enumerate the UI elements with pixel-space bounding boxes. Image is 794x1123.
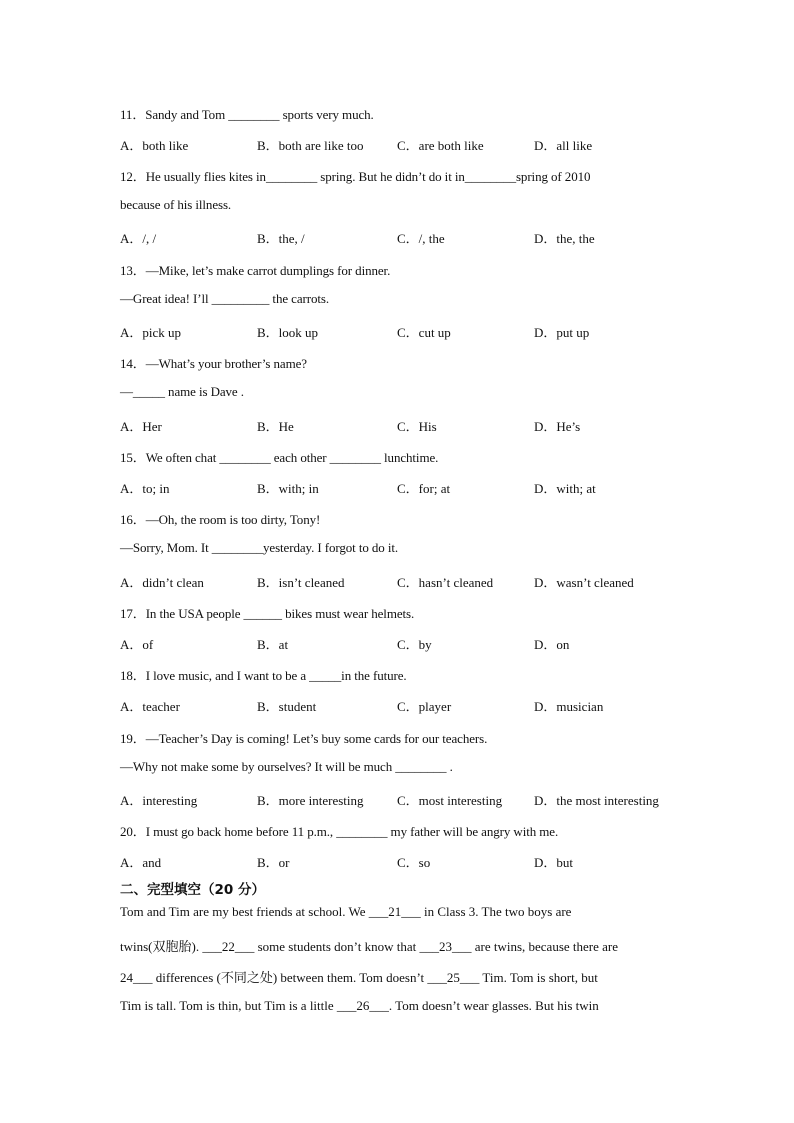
- option-d: D．but: [534, 855, 574, 870]
- option-c: C．most interesting: [397, 793, 503, 808]
- question-11-stem: 11．Sandy and Tom ________ sports very much.: [120, 107, 374, 122]
- question-18-stem: 18．I love music, and I want to be a _____in the future.: [120, 668, 407, 683]
- question-13-stem-line2: —Great idea! I’ll _________ the carrots.: [120, 291, 329, 306]
- option-d: D．He’s: [534, 419, 581, 434]
- option-b: B．both are like too: [257, 138, 364, 153]
- question-15-options: [120, 478, 680, 496]
- question-14-options: [120, 416, 680, 434]
- option-c: C．for; at: [397, 481, 451, 496]
- option-d: D．put up: [534, 325, 590, 340]
- option-c: C．hasn’t cleaned: [397, 575, 494, 590]
- question-16-stem: 16．—Oh, the room is too dirty, Tony!: [120, 512, 321, 527]
- question-19-stem: 19．—Teacher’s Day is coming! Let’s buy some cards for our teachers.: [120, 731, 488, 746]
- option-b: B．look up: [257, 325, 319, 340]
- option-c: C．by: [397, 637, 432, 652]
- option-c: C．cut up: [397, 325, 451, 340]
- option-a: A．/, /: [120, 231, 157, 246]
- passage-line: 24___ differences (不同之处) between them. Tom doesn’t ___25___ Tim. Tom is short, but: [120, 970, 598, 985]
- question-15-stem: 15．We often chat ________ each other ________ lunchtime.: [120, 450, 439, 465]
- option-d: D．musician: [534, 699, 604, 714]
- option-c: C．His: [397, 419, 437, 434]
- passage-line: Tom and Tim are my best friends at school. We ___21___ in Class 3. The two boys are: [120, 904, 572, 919]
- option-d: D．the most interesting: [534, 793, 659, 808]
- question-12-stem-line2: because of his illness.: [120, 197, 232, 212]
- option-c: C．player: [397, 699, 452, 714]
- option-a: A．pick up: [120, 325, 182, 340]
- option-d: D．with; at: [534, 481, 596, 496]
- question-12-stem: 12．He usually flies kites in________ spring. But he didn’t do it in________spring of 2010: [120, 169, 591, 184]
- option-b: B．He: [257, 419, 294, 434]
- question-14-stem-line2: —_____ name is Dave .: [120, 384, 244, 399]
- question-16-stem-line2: —Sorry, Mom. It ________yesterday. I forgot to do it.: [120, 540, 399, 555]
- question-13-stem: 13．—Mike, let’s make carrot dumplings for dinner.: [120, 263, 391, 278]
- question-19-stem-line2: —Why not make some by ourselves? It will be much ________ .: [120, 759, 453, 774]
- passage-line: twins(双胞胎). ___22___ some students don’t know that ___23___ are twins, because there are: [120, 939, 618, 954]
- question-12-options: [120, 228, 680, 246]
- option-b: B．student: [257, 699, 317, 714]
- question-18-options: [120, 696, 680, 714]
- question-14-stem: 14．—What’s your brother’s name?: [120, 356, 307, 371]
- option-a: A．interesting: [120, 793, 198, 808]
- option-b: B．isn’t cleaned: [257, 575, 345, 590]
- question-13-options: [120, 322, 680, 340]
- option-d: D．the, the: [534, 231, 595, 246]
- option-c: C．are both like: [397, 138, 484, 153]
- option-a: A．and: [120, 855, 162, 870]
- option-c: C．so: [397, 855, 431, 870]
- option-b: B．at: [257, 637, 289, 652]
- question-16-options: [120, 572, 680, 590]
- option-a: A．to; in: [120, 481, 170, 496]
- option-a: A．of: [120, 637, 154, 652]
- question-20-options: [120, 852, 680, 870]
- option-b: B．or: [257, 855, 290, 870]
- question-17-stem: 17．In the USA people ______ bikes must wear helmets.: [120, 606, 415, 621]
- option-d: D．on: [534, 637, 570, 652]
- option-d: D．all like: [534, 138, 593, 153]
- section-heading-cloze: 二、完型填空（20 分）: [120, 882, 265, 898]
- question-20-stem: 20．I must go back home before 11 p.m., ________ my father will be angry with me.: [120, 824, 559, 839]
- option-a: A．Her: [120, 419, 162, 434]
- question-11-options: [120, 135, 680, 153]
- option-b: B．more interesting: [257, 793, 364, 808]
- passage-line: Tim is tall. Tom is thin, but Tim is a little ___26___. Tom doesn’t wear glasses. But his twin: [120, 998, 599, 1013]
- question-17-options: [120, 634, 680, 652]
- option-b: B．the, /: [257, 231, 305, 246]
- option-a: A．didn’t clean: [120, 575, 204, 590]
- option-a: A．teacher: [120, 699, 180, 714]
- option-c: C．/, the: [397, 231, 445, 246]
- option-a: A．both like: [120, 138, 189, 153]
- question-19-options: [120, 790, 680, 808]
- option-d: D．wasn’t cleaned: [534, 575, 634, 590]
- option-b: B．with; in: [257, 481, 319, 496]
